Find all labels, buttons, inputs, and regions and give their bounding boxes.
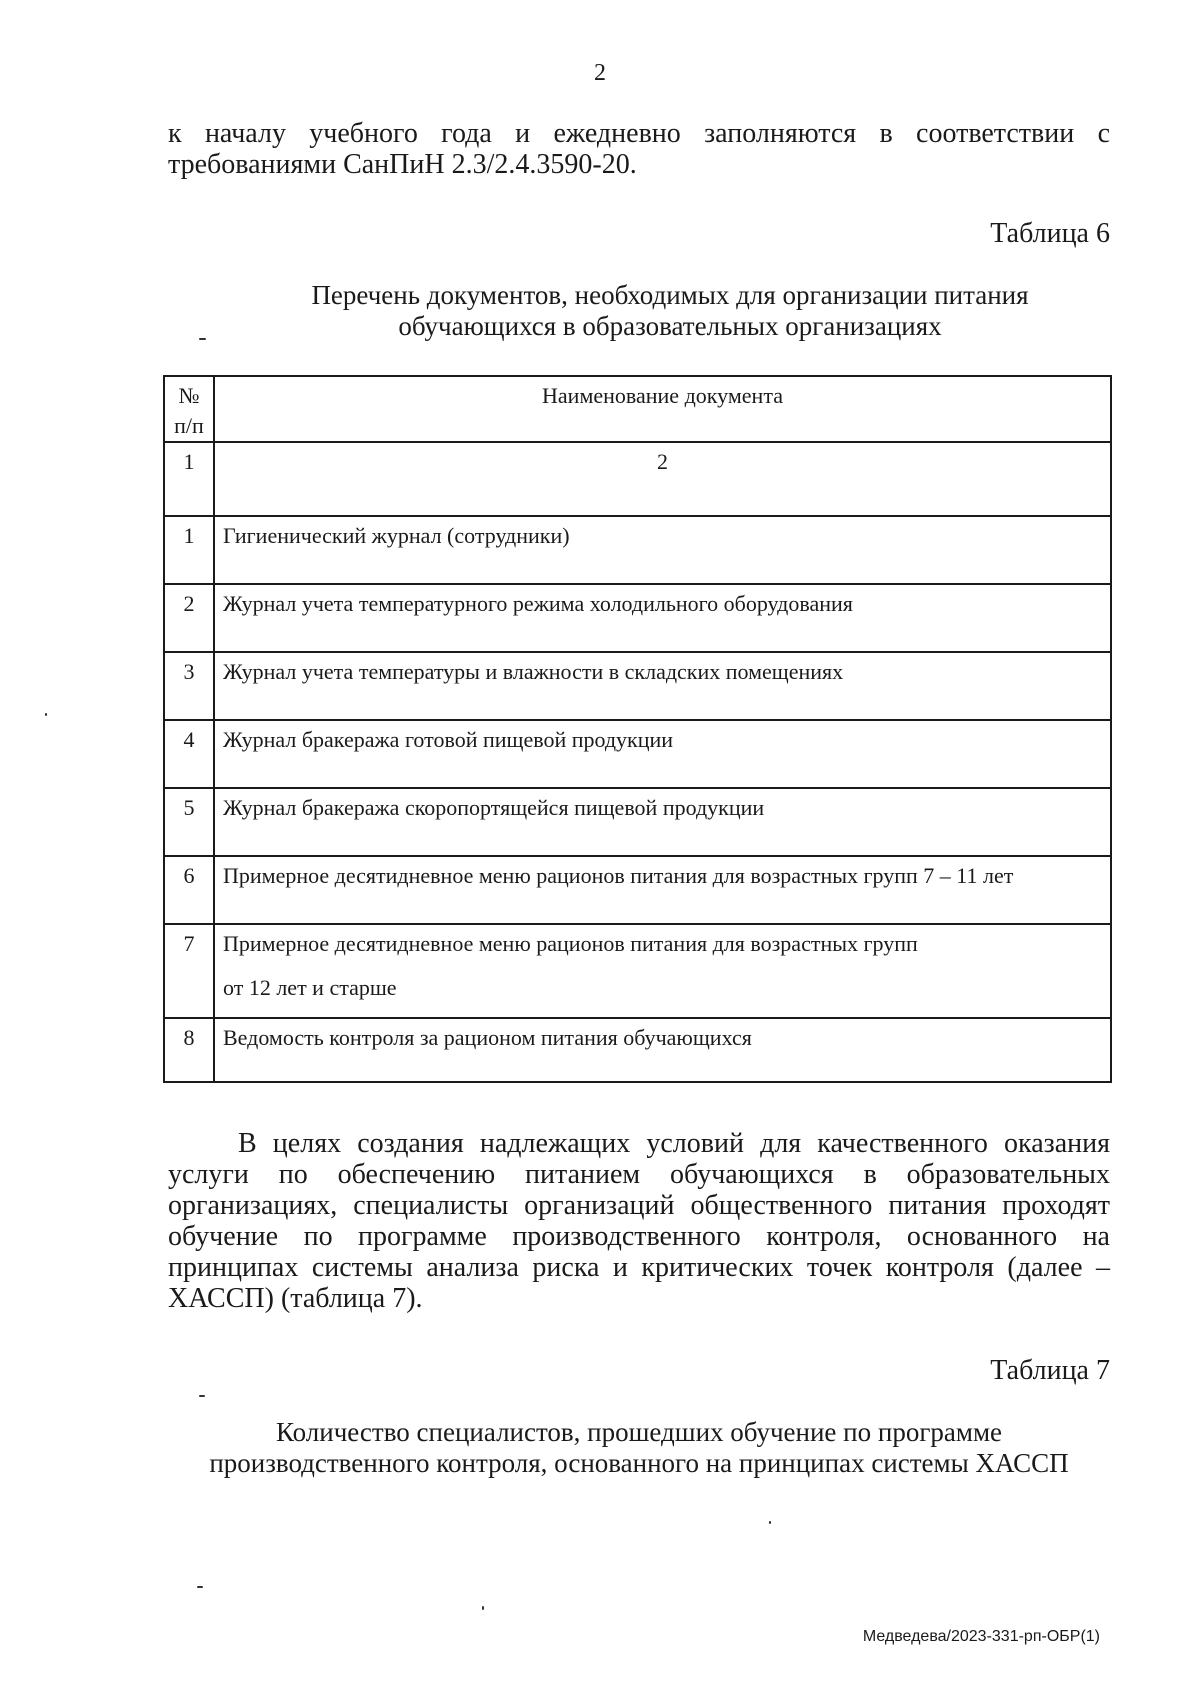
scan-speck bbox=[482, 1606, 484, 1610]
table-6-label: Таблица 6 bbox=[990, 218, 1110, 249]
table-row bbox=[164, 720, 1111, 788]
row-document-name: Журнал бракеража скоропортящейся пищевой продукции bbox=[214, 788, 1111, 856]
body-paragraph: В целях создания надлежащих условий для качественного оказания услуги по обеспечению питанием обучающихся в образовательных организациях, специалисты организаций общественного питания проходят обучение по программе производственного контроля, основанного на принципах системы анализа риска и критических точек контроля (далее – ХАССП) (таблица 7). bbox=[168, 1128, 1110, 1314]
intro-paragraph: к началу учебного года и ежедневно заполняются в соответствии с требованиями СанПиН 2.3/2.4.3590-20. bbox=[168, 118, 1110, 180]
scan-speck bbox=[45, 713, 47, 716]
table-6-title-line: обучающихся в образовательных организациях bbox=[398, 311, 942, 341]
scan-speck bbox=[199, 1395, 205, 1397]
table-row bbox=[164, 516, 1111, 584]
header-name-cell: Наименование документа bbox=[214, 376, 1111, 442]
header-num-cell: № п/п bbox=[164, 376, 214, 442]
table-7-title-line: Количество специалистов, прошедших обучение по программе bbox=[275, 1417, 1003, 1447]
row-document-name-line: от 12 лет и старше bbox=[223, 975, 397, 1000]
row-document-name: Журнал учета температурного режима холодильного оборудования bbox=[214, 584, 1111, 652]
table-row bbox=[164, 924, 1111, 1018]
row-document-name bbox=[214, 924, 1111, 1018]
column-number-2: 2 bbox=[214, 442, 1111, 516]
table-7-label: Таблица 7 bbox=[990, 1355, 1110, 1386]
table-7-title-line: производственного контроля, основанного на принципах системы ХАССП bbox=[209, 1448, 1069, 1478]
table-header-row bbox=[164, 376, 1111, 442]
row-document-name: Журнал учета температуры и влажности в складских помещениях bbox=[214, 652, 1111, 720]
table-row bbox=[164, 652, 1111, 720]
row-num: 4 bbox=[164, 720, 214, 788]
table-row bbox=[164, 584, 1111, 652]
row-document-name-line: Примерное десятидневное меню рационов питания для возрастных групп bbox=[223, 931, 918, 956]
table-6-title bbox=[200, 280, 1140, 342]
row-num: 7 bbox=[164, 924, 214, 1018]
table-row bbox=[164, 1018, 1111, 1082]
scan-speck bbox=[199, 338, 206, 340]
row-num: 3 bbox=[164, 652, 214, 720]
table-row bbox=[164, 856, 1111, 924]
table-6-title-line: Перечень документов, необходимых для организации питания bbox=[311, 280, 1029, 310]
documents-table bbox=[163, 375, 1112, 1083]
column-number-1: 1 bbox=[164, 442, 214, 516]
row-num: 1 bbox=[164, 516, 214, 584]
scan-speck bbox=[769, 1521, 771, 1524]
row-document-name: Примерное десятидневное меню рационов питания для возрастных групп 7 – 11 лет bbox=[214, 856, 1111, 924]
row-num: 5 bbox=[164, 788, 214, 856]
document-reference-code: Медведева/2023-331-рп-ОБР(1) bbox=[862, 1628, 1100, 1645]
column-number-row bbox=[164, 442, 1111, 516]
row-document-name: Гигиенический журнал (сотрудники) bbox=[214, 516, 1111, 584]
table-7-title bbox=[168, 1417, 1110, 1479]
row-num: 6 bbox=[164, 856, 214, 924]
scan-speck bbox=[197, 1586, 203, 1588]
row-document-name: Ведомость контроля за рационом питания обучающихся bbox=[214, 1018, 1111, 1082]
page-number: 2 bbox=[594, 60, 606, 86]
table-row bbox=[164, 788, 1111, 856]
row-num: 2 bbox=[164, 584, 214, 652]
row-num: 8 bbox=[164, 1018, 214, 1082]
row-document-name: Журнал бракеража готовой пищевой продукции bbox=[214, 720, 1111, 788]
